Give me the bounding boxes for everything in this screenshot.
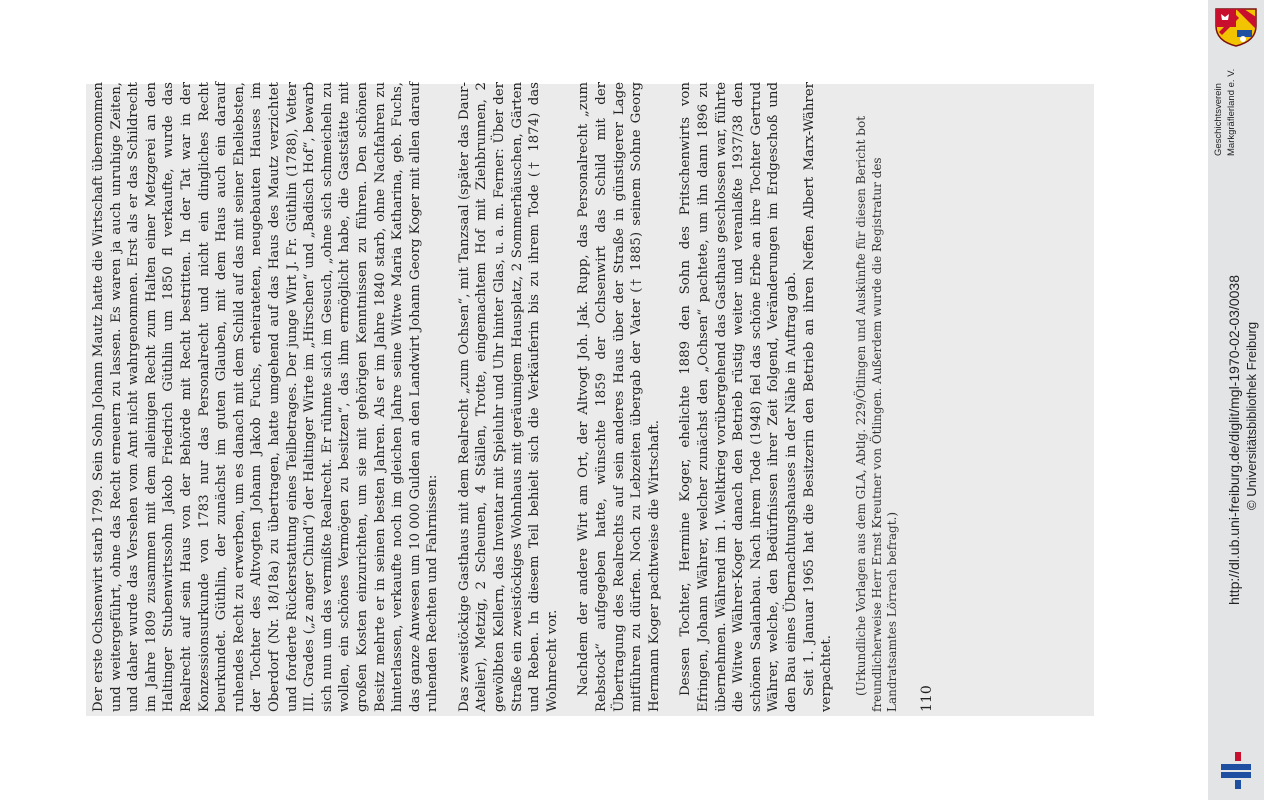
paragraph-lease: Seit 1. Januar 1965 hat die Besitzerin den Betrieb an ihren Neffen Albert Marx-Währer verpachtet. (801, 82, 835, 712)
paragraph-property-description: Das zweistöckige Gasthaus mit dem Realrecht „zum Ochsen“, mit Tanzsaal (später das Daur-Atelier), Metzig, 2 Scheunen, 4 Ställen, Trotte, eingemachtem Hof mit Ziehbrunnen, 2 gewölbten Kellern, das Inventar mit Spieluhr und Uhr hinter Glas, u. a. m. Ferner: Über der Straße ein zweistöckiges Wohnhaus mit geräumigem Hausplatz, 2 Sommerhäuschen, Gärten und Reben. In diesem Teil behielt sich die Verkäuferin bis zu ihrem Tode († 1874) das Wohnrecht vor. (456, 82, 560, 712)
rotated-text-block (90, 82, 1090, 712)
society-name-line1: Geschichtsverein (1213, 83, 1224, 156)
viewer-sidebar (1208, 0, 1264, 800)
ub-freiburg-logo (1211, 752, 1261, 790)
coat-of-arms-logo (1213, 6, 1259, 48)
document-url[interactable]: http://dl.ub.uni-freiburg.de/diglit/mgl-1970-02-03/0038 (1226, 275, 1242, 605)
paragraph-rebstock-transfer: Nachdem der andere Wirt am Ort, der Altvogt Joh. Jak. Rupp, das Personalrecht „zum Rebstock“ aufgegeben hatte, wünschte 1859 der Ochsenwirt das Schild mit der Übertragung des Realrechts auf sein anderes Haus über der Straße in günstigerer Lage mitführen zu dürfen. Noch zu Lebzeiten übergab der Vater († 1885) seinem Sohne Georg Hermann Koger pachtweise die Wirtschaft. (576, 82, 662, 712)
page-number: 110 (919, 685, 936, 712)
footnote-sources: (Urkundliche Vorlagen aus dem GLA, Abtlg. 229/Ötlingen und Auskünfte für diesen Bericht bot freundlicherweise Herr Ernst Kreutner von Ötlingen. Außerdem wurde die Registratur des Landratsamtes Lörrach befragt.) (853, 115, 900, 712)
paragraph-ochsenwirt-history: Der erste Ochsenwirt starb 1799. Sein Sohn Johann Mautz hatte die Wirtschaft übernommen und weitergeführt, ohne das Recht erneuern zu lassen. Es waren ja auch unruhige Zeiten, und daher wurde das Versehen vom Amt nicht wahrgenommen. Erst als er das Schildrecht im Jahre 1809 zusammen mit dem alleinigen Recht zum Halten einer Metzgerei an den Haltinger Stubenwirtssohn Jakob Friedrich Güthlin um 1850 fl verkaufte, wurde das Realrecht auf sein Haus von der Behörde mit Recht bestritten. In der Tat war in der Konzessionsurkunde von 1783 nur das Personalrecht und nicht ein dingliches Recht beurkundet. Güthlin, der zunächst im guten Glauben, mit dem Haus auch ein darauf ruhendes Recht zu erwerben, um es danach mit dem Schild auf das mit seiner Eheliebsten, der Tochter des Altvogten Johann Jakob Fuchs, erheirateten, neugebauten Hauses im Oberdorf (Nr. 18/18a) zu übertragen, hatte umgehend auf das Haus des Mautz verzichtet und forderte Rückerstattung eines Teilbetrages. Der junge Wirt J. Fr. Güthlin (1788), Vetter III. Grades („z anger Chind“) der Haltinger Wirte im „Hirschen“ und „Badisch Hof“, bewarb sich nun um das vermißte Realrecht. Er rühmte sich im Gesuch, „ohne sich schmeicheln zu wollen, ein schönes Vermögen zu besitzen“, das ihm ermöglicht habe, die Gaststätte mit großen Kosten einzurichten, um sie mit gehörigen Kenntnissen zu führen. Den schönen Besitz mehrte er in seinen besten Jahren. Als er im Jahre 1840 starb, ohne Nachfahren zu hinterlassen, verkaufte noch im gleichen Jahre seine Witwe Maria Katharina, geb. Fuchs, das ganze Anwesen um 10 000 Gulden an den Landwirt Johann Georg Koger mit allen darauf ruhenden Rechten und Fahrnissen: (91, 82, 441, 712)
library-copyright: © Universitätsbibliothek Freiburg (1244, 321, 1259, 510)
society-name-line2: Markgräflerland e. V. (1226, 68, 1237, 156)
paragraph-koger-waehrer: Dessen Tochter, Hermine Koger, ehelichte 1889 den Sohn des Pritschenwirts von Efringen, Johann Währer, welcher zunächst den „Ochsen“ pachtete, um ihn dann 1896 zu übernehmen. Während im 1. Weltkrieg vorübergehend das Gasthaus geschlossen war, führte die Witwe Währer-Koger danach den Betrieb rüstig weiter und veranlaßte 1937/38 den schönen Saalanbau. Nach ihrem Tode (1948) fiel das schöne Erbe an ihre Tochter Gertrud Währer, welche, den Bedürfnissen ihrer Zeit folgend, Veränderungen im Erdgeschoß und den Bau eines Übernachtungshauses in der Nähe in Auftrag gab. (678, 82, 799, 712)
